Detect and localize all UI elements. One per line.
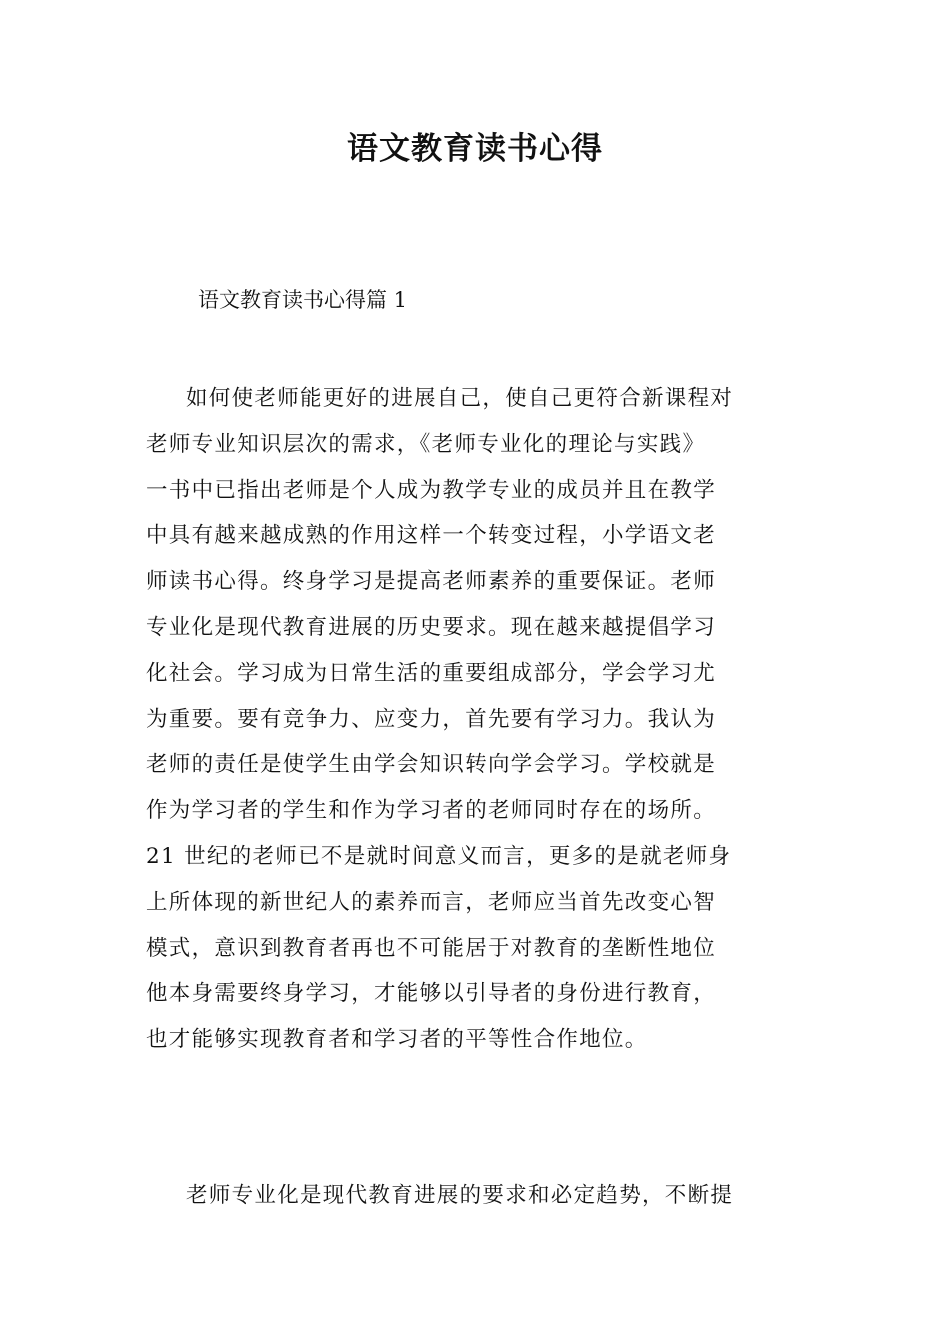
paragraph-line: 中具有越来越成熟的作用这样一个转变过程，小学语文老 [146, 523, 717, 549]
section-subheading: 语文教育读书心得篇 1 [198, 288, 408, 312]
document-title: 语文教育读书心得 [347, 131, 603, 167]
paragraph-line: 专业化是现代教育进展的历史要求。现在越来越提倡学习 [146, 614, 717, 640]
paragraph-line: 上所体现的新世纪人的素养而言，老师应当首先改变心智 [146, 889, 717, 915]
paragraph-line: 一书中已指出老师是个人成为教学专业的成员并且在教学 [146, 477, 717, 503]
paragraph-line: 他本身需要终身学习，才能够以引导者的身份进行教育， [146, 981, 717, 1007]
body-paragraph-1 [146, 376, 826, 1063]
paragraph-line: 老师专业化是现代教育进展的要求和必定趋势，不断提 [186, 1183, 734, 1208]
paragraph-line: 如何使老师能更好的进展自己，使自己更符合新课程对 [186, 386, 734, 411]
paragraph-line: 为重要。要有竞争力、应变力，首先要有学习力。我认为 [146, 706, 717, 732]
paragraph-line: 师读书心得。终身学习是提高老师素养的重要保证。老师 [146, 569, 717, 595]
paragraph-line: 21 世纪的老师已不是就时间意义而言，更多的是就老师身 [146, 843, 732, 869]
paragraph-line: 老师专业知识层次的需求，《老师专业化的理论与实践》 [146, 431, 706, 457]
paragraph-line: 模式，意识到教育者再也不可能居于对教育的垄断性地位 [146, 935, 717, 961]
paragraph-line: 也才能够实现教育者和学习者的平等性合作地位。 [146, 1027, 648, 1053]
body-paragraph-2 [146, 1173, 826, 1219]
paragraph-line: 作为学习者的学生和作为学习者的老师同时存在的场所。 [146, 798, 717, 824]
paragraph-line: 化社会。学习成为日常生活的重要组成部分，学会学习尤 [146, 660, 717, 686]
paragraph-line: 老师的责任是使学生由学会知识转向学会学习。学校就是 [146, 752, 717, 778]
